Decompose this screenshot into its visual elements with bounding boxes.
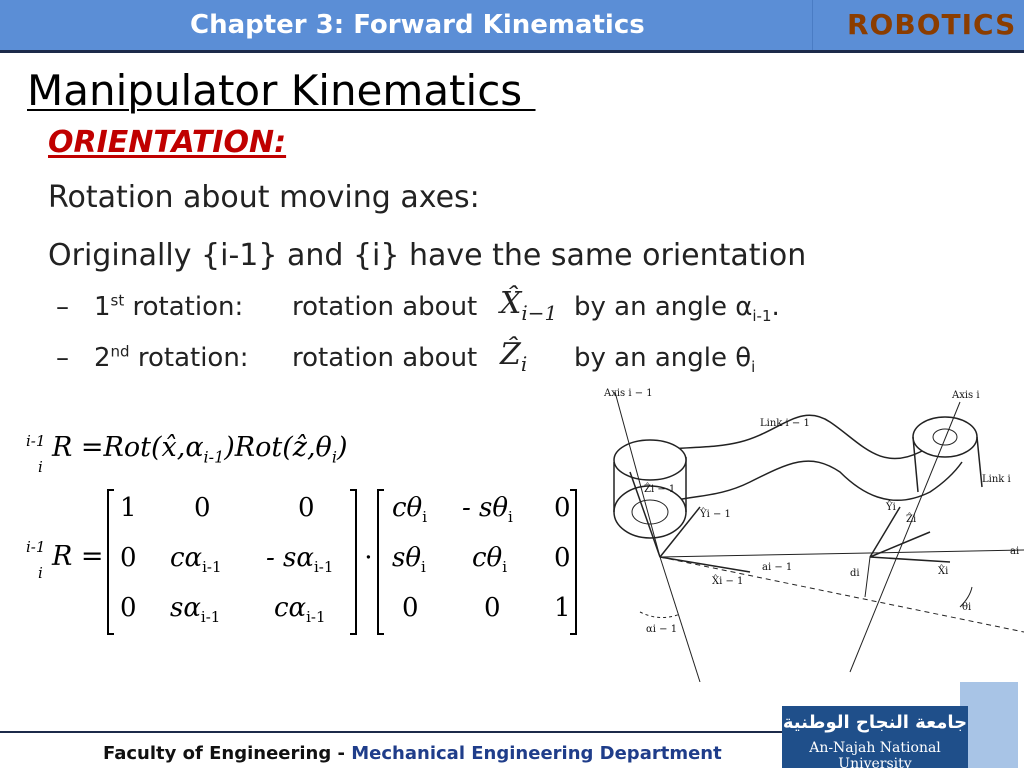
matrix-b-cell: 0 xyxy=(484,593,501,623)
matrix-a-cell: 1 xyxy=(120,493,137,523)
chapter-title: Chapter 3: Forward Kinematics xyxy=(190,10,645,40)
slide-title: Manipulator Kinematics xyxy=(27,66,536,115)
bullet-label: 2nd rotation: xyxy=(94,342,249,373)
logo-arabic-text: جامعة النجاح الوطنية xyxy=(782,712,968,733)
eq1-pre-superscript: i-1 xyxy=(26,432,46,450)
axis-symbol-z: Ẑ$_i$ xyxy=(500,337,528,376)
label-z-curr: Ẑi xyxy=(906,514,917,525)
label-a-i: ai xyxy=(1010,546,1020,557)
bullet-label: 1st rotation: xyxy=(94,291,244,322)
equation-rotation-product: $R =Rot(x̂,\alpha_{i-1})Rot(ẑ,\theta_i)$ xyxy=(52,432,348,467)
logo-accent xyxy=(960,682,1018,768)
link-frame-diagram xyxy=(600,382,1024,682)
logo-english-text: An-Najah National University xyxy=(809,740,941,772)
label-a-prev: ai − 1 xyxy=(762,562,793,573)
label-link-prev: Link i − 1 xyxy=(760,418,810,429)
text-line-originally: Originally {i-1} and {i} have the same orientation xyxy=(48,238,807,273)
matrix-b-cell: - $s\theta_i$ xyxy=(462,493,513,527)
matrix-a-cell: $c\alpha_{i-1}$ xyxy=(170,543,222,577)
label-y-curr: Ŷi xyxy=(886,502,896,513)
section-heading: ORIENTATION: xyxy=(48,125,287,160)
header-bar xyxy=(0,0,1024,53)
brand-box xyxy=(812,0,1024,50)
axis-symbol-x: $X̂_{i-1}$ xyxy=(500,286,558,325)
matrix-multiply-operator: ⋅ xyxy=(364,543,373,573)
axis-line-curr xyxy=(850,402,960,672)
equation-matrix-lhs: R = xyxy=(52,541,104,572)
bullet-about-text: rotation about xyxy=(292,292,478,322)
matrix-b-cell: $c\theta_i$ xyxy=(392,493,428,527)
link-lower-edge xyxy=(640,461,962,512)
bullet-about-text: rotation about xyxy=(292,343,478,373)
matrix-b-cell: $s\theta_i$ xyxy=(392,543,426,577)
eq1-pre-subscript: i xyxy=(38,458,43,476)
joint-cylinder-curr xyxy=(913,417,977,457)
label-axis-curr: Axis i xyxy=(952,390,980,401)
matrix-a-cell: $s\alpha_{i-1}$ xyxy=(170,593,221,627)
text-line-rotation-moving-axes: Rotation about moving axes: xyxy=(48,180,480,215)
matrix-a-cell: - $s\alpha_{i-1}$ xyxy=(266,543,334,577)
label-alpha-prev: αi − 1 xyxy=(646,624,678,635)
eq2-pre-subscript: i xyxy=(38,564,43,582)
label-y-prev: Ŷi − 1 xyxy=(700,509,731,520)
matrix-a-cell: 0 xyxy=(194,493,211,523)
matrix-a-cell: 0 xyxy=(120,543,137,573)
matrix-b-cell: $c\theta_i$ xyxy=(472,543,508,577)
matrix-a-cell: $c\alpha_{i-1}$ xyxy=(274,593,326,627)
matrix-b-cell: 0 xyxy=(554,493,571,523)
matrix-b-cell: 0 xyxy=(402,593,419,623)
matrix-b-cell: 0 xyxy=(554,543,571,573)
label-link-curr: Link i xyxy=(982,474,1011,485)
label-x-prev: X̂i − 1 xyxy=(712,576,744,587)
label-d-i: di xyxy=(850,568,860,579)
brand-label: ROBOTICS xyxy=(847,8,1017,41)
x-axis-line xyxy=(660,550,1024,557)
label-axis-prev: Axis i − 1 xyxy=(604,388,653,399)
matrix-a-cell: 0 xyxy=(120,593,137,623)
label-x-curr: X̂i xyxy=(938,566,949,577)
label-theta-i: θi xyxy=(962,602,972,613)
bullet-angle-text: by an angle $\alpha_{i-1}$. xyxy=(574,292,780,326)
matrix-b-cell: 1 xyxy=(554,593,571,623)
label-z-prev: Ẑi − 1 xyxy=(644,484,676,495)
footer-text: Faculty of Engineering - Mechanical Engineering Department xyxy=(103,743,722,764)
university-logo xyxy=(782,706,968,772)
bullet-dash: – xyxy=(56,292,69,322)
eq2-pre-superscript: i-1 xyxy=(26,538,46,556)
footer-divider xyxy=(0,731,782,733)
bullet-angle-text: by an angle $\theta_i$ xyxy=(574,343,756,377)
bullet-dash: – xyxy=(56,343,69,373)
matrix-a-cell: 0 xyxy=(298,493,315,523)
